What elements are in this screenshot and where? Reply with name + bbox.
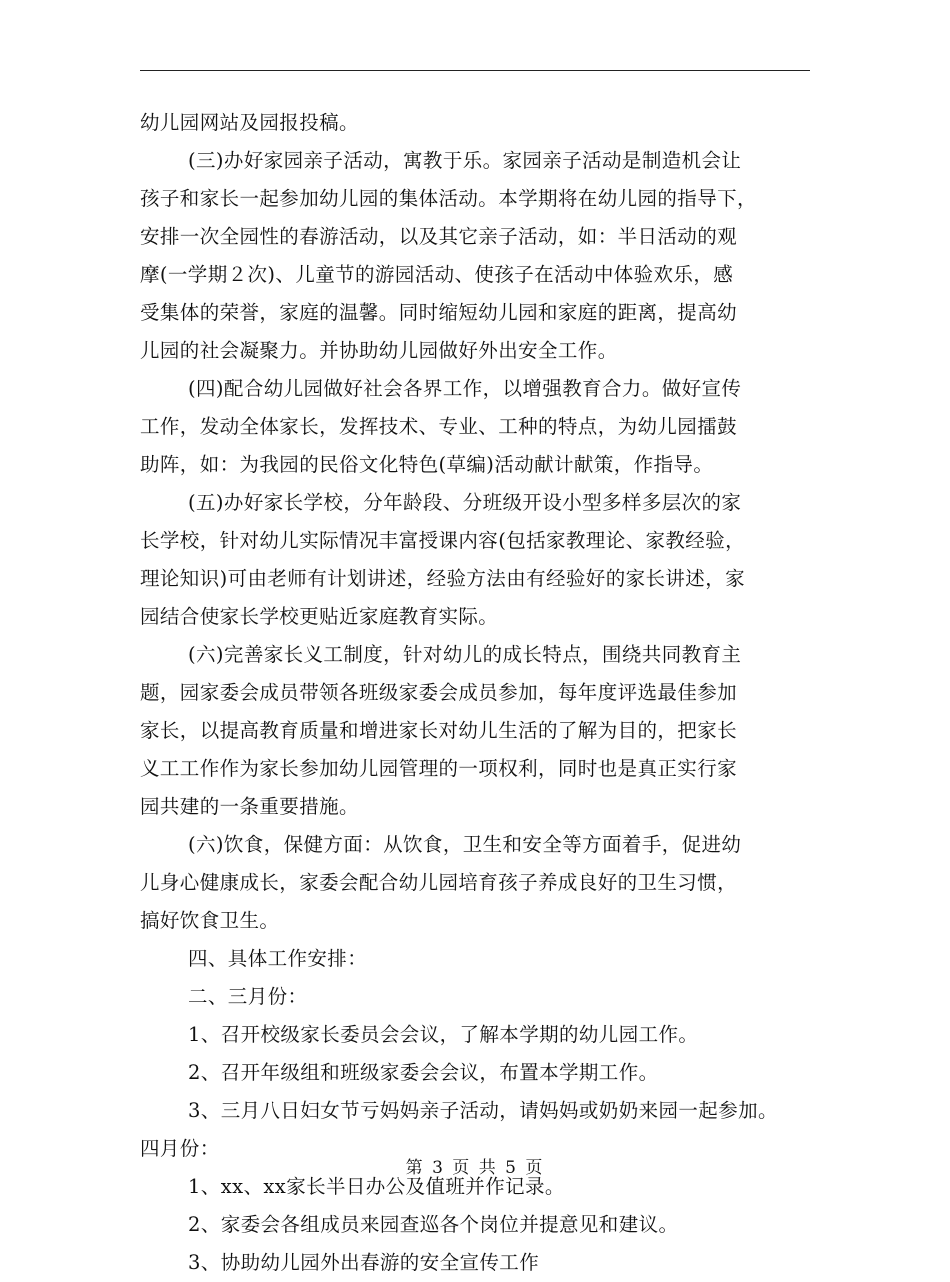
text-line: 2、召开年级组和班级家委会会议，布置本学期工作。 [188,1061,659,1084]
text-line: (六)饮食，保健方面：从饮食，卫生和安全等方面着手，促进幼 [188,833,742,856]
text-line: 题，园家委会成员带领各班级家委会成员参加，每年度评选最佳参加 [140,681,738,704]
text-line: (三)办好家园亲子活动，寓教于乐。家园亲子活动是制造机会让 [188,149,742,172]
text-line: (六)完善家长义工制度，针对幼儿的成长特点，围绕共同教育主 [188,643,742,666]
text-line: 四、具体工作安排： [188,947,368,970]
text-line: 摩(一学期２次)、儿童节的游园活动、使孩子在活动中体验欢乐，感 [140,263,734,286]
text-line: 长学校，针对幼儿实际情况丰富授课内容(包括家教理论、家教经验， [140,529,746,552]
text-line: 儿园的社会凝聚力。并协助幼儿园做好外出安全工作。 [140,339,618,362]
text-line: 二、三月份： [188,985,308,1008]
text-line: 园共建的一条重要措施。 [140,795,359,818]
text-line: 1、召开校级家长委员会会议，了解本学期的幼儿园工作。 [188,1023,699,1046]
page-number-footer: 第 3 页 共 5 页 [405,1158,545,1178]
text-line: (四)配合幼儿园做好社会各界工作，以增强教育合力。做好宣传 [188,377,742,400]
text-line: 理论知识)可由老师有计划讲述，经验方法由有经验好的家长讲述，家 [140,567,746,590]
text-line: 3、协助幼儿园外出春游的安全宣传工作 [188,1251,540,1274]
text-line: 安排一次全园性的春游活动，以及其它亲子活动，如：半日活动的观 [140,225,738,248]
text-line: 受集体的荣誉，家庭的温馨。同时缩短幼儿园和家庭的距离，提高幼 [140,301,738,324]
text-line: 2、家委会各组成员来园查巡各个岗位并提意见和建议。 [188,1213,679,1236]
text-line: 3、三月八日妇女节亏妈妈亲子活动，请妈妈或奶奶来园一起参加。 [188,1099,778,1122]
text-line: 义工工作作为家长参加幼儿园管理的一项权利，同时也是真正实行家 [140,757,738,780]
text-line: 1、xx、xx家长半日办公及值班并作记录。 [188,1175,565,1198]
text-line: 幼儿园网站及园报投稿。 [140,111,359,134]
text-line: 孩子和家长一起参加幼儿园的集体活动。本学期将在幼儿园的指导下， [140,187,757,210]
text-line: 园结合使家长学校更贴近家庭教育实际。 [140,605,499,628]
text-line: 搞好饮食卫生。 [140,909,280,932]
text-line: 家长，以提高教育质量和增进家长对幼儿生活的了解为目的，把家长 [140,719,738,742]
text-line: 助阵，如：为我园的民俗文化特色(草编)活动献计献策，作指导。 [140,453,714,476]
header-rule [140,70,810,71]
text-line: 四月份： [140,1137,220,1160]
text-line: 儿身心健康成长，家委会配合幼儿园培育孩子养成良好的卫生习惯， [140,871,738,894]
text-line: (五)办好家长学校，分年龄段、分班级开设小型多样多层次的家 [188,491,742,514]
text-line: 工作，发动全体家长，发挥技术、专业、工种的特点，为幼儿园擂鼓 [140,415,738,438]
document-body [140,104,860,1282]
